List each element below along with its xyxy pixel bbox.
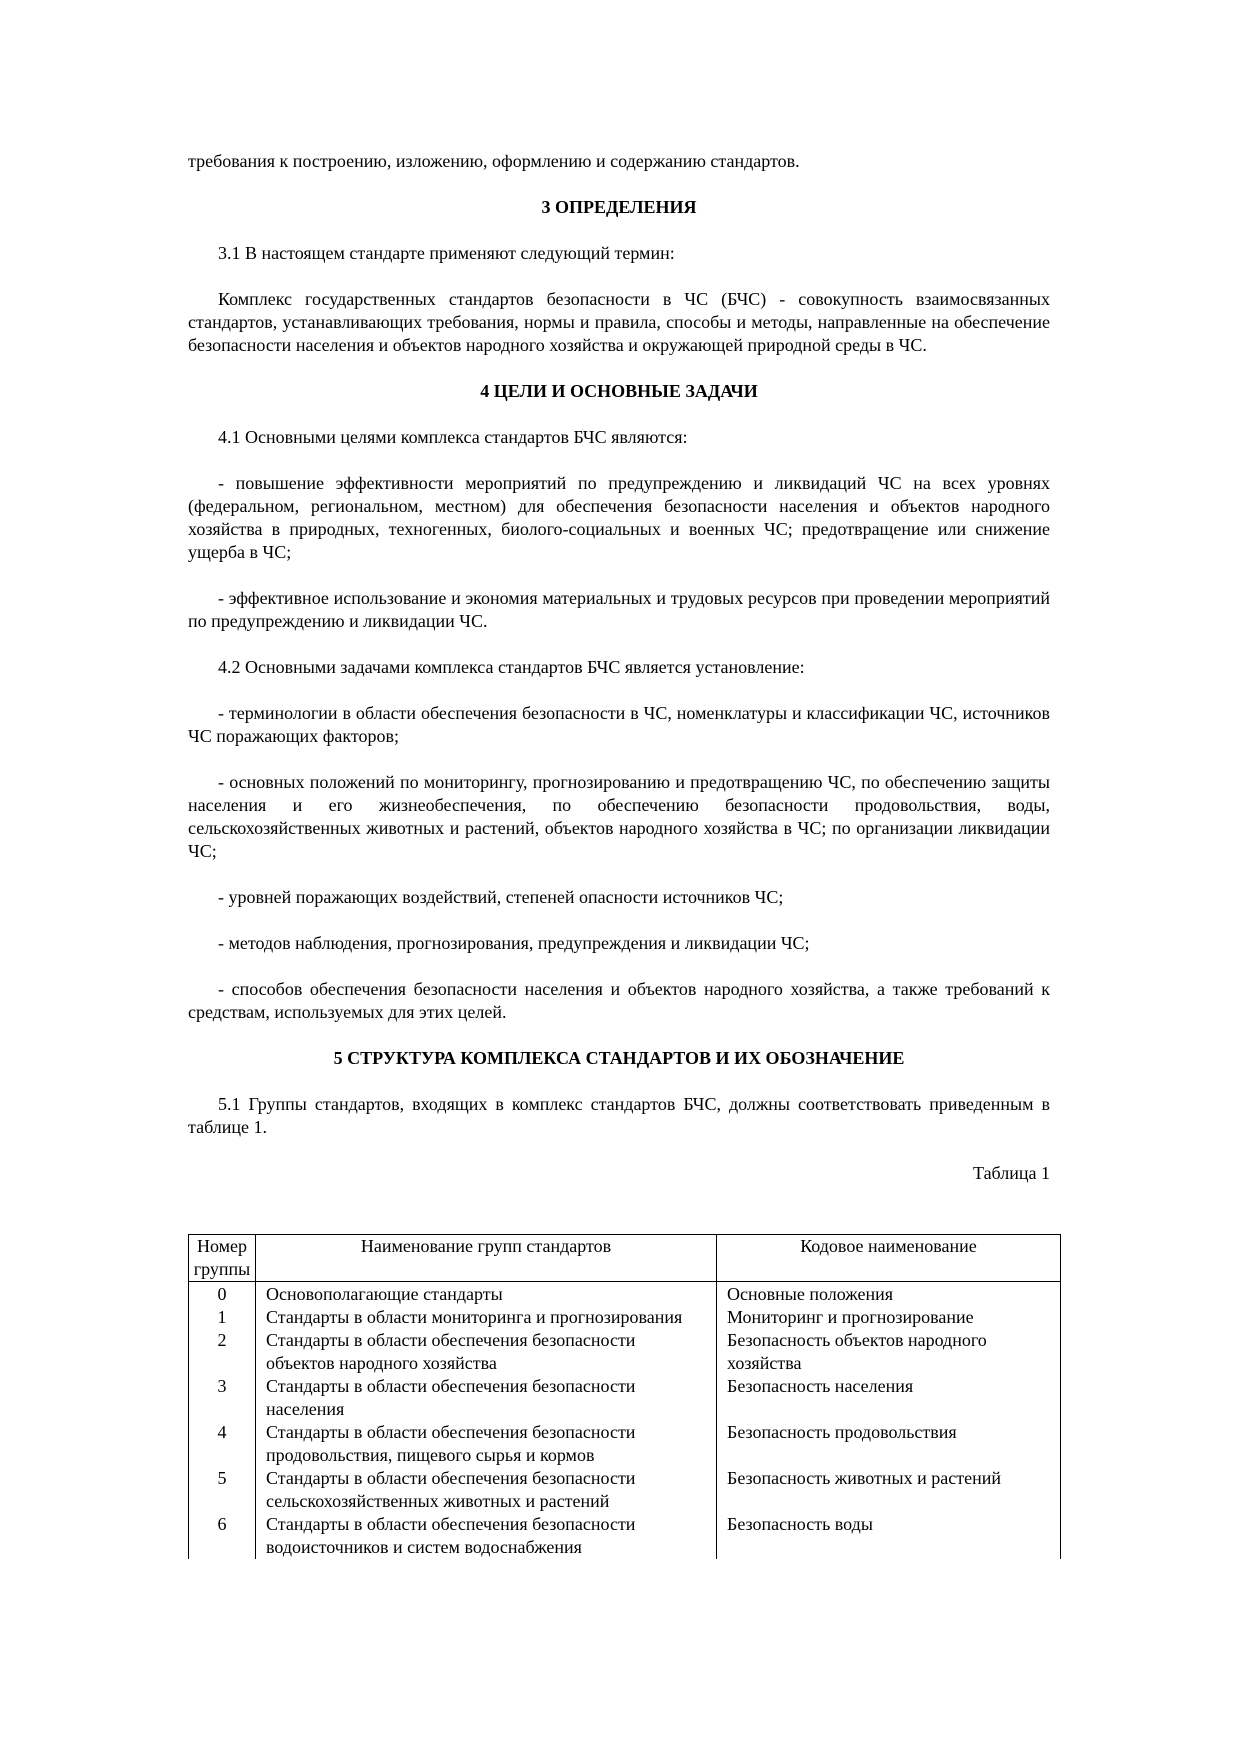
- table-row: [189, 1513, 1061, 1559]
- standards-groups-table: [188, 1234, 1061, 1559]
- paragraph: 5.1 Группы стандартов, входящих в комплекс стандартов БЧС, должны соответствовать приведенным в таблице 1.: [188, 1094, 1050, 1137]
- table-row: [189, 1421, 1061, 1467]
- cell-group-number: 6: [189, 1513, 256, 1559]
- table-caption: Таблица 1: [973, 1163, 1050, 1183]
- cell-code-name: Основные положения: [717, 1282, 1061, 1307]
- cell-code-name: Безопасность продовольствия: [717, 1421, 1061, 1467]
- paragraph: - методов наблюдения, прогнозирования, предупреждения и ликвидации ЧС;: [218, 933, 810, 953]
- cell-code-name: Мониторинг и прогнозирование: [717, 1306, 1061, 1329]
- paragraph: 3.1 В настоящем стандарте применяют следующий термин:: [218, 243, 675, 263]
- section-3-title: 3 ОПРЕДЕЛЕНИЯ: [541, 197, 697, 217]
- cell-group-number: 4: [189, 1421, 256, 1467]
- cell-group-number: 1: [189, 1306, 256, 1329]
- table-row: [189, 1329, 1061, 1375]
- cell-group-name: Стандарты в области обеспечения безопасности населения: [256, 1375, 717, 1421]
- table-row: [189, 1306, 1061, 1329]
- cell-group-number: 3: [189, 1375, 256, 1421]
- cell-code-name: Безопасность населения: [717, 1375, 1061, 1421]
- section-5-title: 5 СТРУКТУРА КОМПЛЕКСА СТАНДАРТОВ И ИХ ОБОЗНАЧЕНИЕ: [333, 1048, 905, 1068]
- paragraph: Комплекс государственных стандартов безопасности в ЧС (БЧС) - совокупность взаимосвязанных стандартов, устанавливающих требования, нормы и правила, способы и методы, направленные на обеспечение безопасности населения и объектов народного хозяйства и окружающей природной среды в ЧС.: [188, 289, 1050, 355]
- header-group-number: Номер группы: [189, 1235, 256, 1282]
- document-page: [188, 150, 1050, 1208]
- header-code-name: Кодовое наименование: [717, 1235, 1061, 1282]
- paragraph: 4.1 Основными целями комплекса стандартов БЧС являются:: [218, 427, 688, 447]
- cell-group-number: 0: [189, 1282, 256, 1307]
- table-row: [189, 1282, 1061, 1307]
- cell-group-number: 2: [189, 1329, 256, 1375]
- paragraph: 4.2 Основными задачами комплекса стандартов БЧС является установление:: [218, 657, 805, 677]
- intro-text: требования к построению, изложению, оформлению и содержанию стандартов.: [188, 151, 800, 171]
- cell-group-name: Стандарты в области обеспечения безопасности водоисточников и систем водоснабжения: [256, 1513, 717, 1559]
- section-4-title: 4 ЦЕЛИ И ОСНОВНЫЕ ЗАДАЧИ: [480, 381, 758, 401]
- table-row: [189, 1375, 1061, 1421]
- cell-group-name: Стандарты в области обеспечения безопасности сельскохозяйственных животных и растений: [256, 1467, 717, 1513]
- paragraph: - уровней поражающих воздействий, степеней опасности источников ЧС;: [218, 887, 784, 907]
- cell-code-name: Безопасность объектов народного хозяйства: [717, 1329, 1061, 1375]
- cell-group-number: 5: [189, 1467, 256, 1513]
- paragraph: - основных положений по мониторингу, прогнозированию и предотвращению ЧС, по обеспечению защиты населения и его жизнеобеспечения, по обеспечению безопасности продовольствия, воды, сельскохозяйственных животных и растений, объектов народного хозяйства в ЧС; по организации ликвидации ЧС;: [188, 772, 1050, 861]
- paragraph: - терминологии в области обеспечения безопасности в ЧС, номенклатуры и классификации ЧС, источников ЧС поражающих факторов;: [188, 703, 1050, 746]
- cell-group-name: Стандарты в области обеспечения безопасности продовольствия, пищевого сырья и кормов: [256, 1421, 717, 1467]
- cell-group-name: Основополагающие стандарты: [256, 1282, 717, 1307]
- cell-code-name: Безопасность воды: [717, 1513, 1061, 1559]
- paragraph: - эффективное использование и экономия материальных и трудовых ресурсов при проведении мероприятий по предупреждению и ликвидации ЧС.: [188, 588, 1050, 631]
- table-header-row: [189, 1235, 1061, 1282]
- cell-group-name: Стандарты в области мониторинга и прогнозирования: [256, 1306, 717, 1329]
- paragraph: - повышение эффективности мероприятий по предупреждению и ликвидаций ЧС на всех уровнях (федеральном, региональном, местном) для обеспечения безопасности населения и объектов народного хозяйства в природных, техногенных, биолого-социальных и военных ЧС; предотвращение или снижение ущерба в ЧС;: [188, 473, 1050, 562]
- header-group-name: Наименование групп стандартов: [256, 1235, 717, 1282]
- table-row: [189, 1467, 1061, 1513]
- cell-code-name: Безопасность животных и растений: [717, 1467, 1061, 1513]
- cell-group-name: Стандарты в области обеспечения безопасности объектов народного хозяйства: [256, 1329, 717, 1375]
- paragraph: - способов обеспечения безопасности населения и объектов народного хозяйства, а также требований к средствам, используемых для этих целей.: [188, 979, 1050, 1022]
